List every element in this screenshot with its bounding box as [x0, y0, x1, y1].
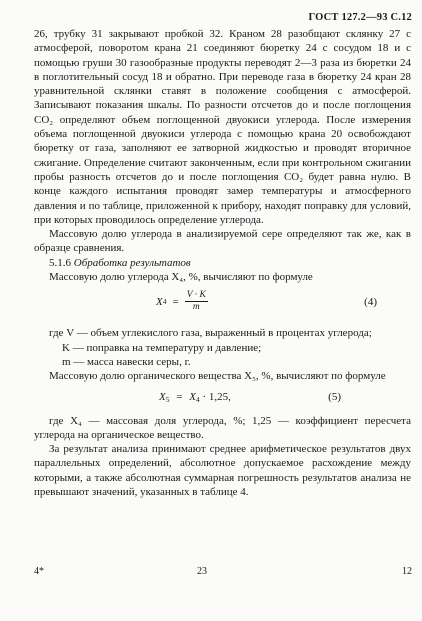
paragraph-formula5-intro: Массовую долю органического вещества X₅, %, вычисляют по формуле [49, 370, 386, 383]
paragraph-where-x4: где X₄ — массовая доля углерода, %; 1,25 — коэффициент пересчета углерода на органическое вещество. [34, 414, 411, 441]
formula5-equals: = [176, 390, 183, 403]
formula5-rhs-sub: 4 [195, 394, 200, 404]
formula4-lhs-sub: 4 [162, 296, 167, 306]
paragraph-result: За результат анализа принимают среднее арифметическое результатов двух параллельных определений, абсолютное допускаемое расхождение между которыми, а также абсолютная суммарная погрешность результатов анализа не превышают значений, указанных в таблице 4. [34, 443, 411, 499]
section-number: 5.1.6 [49, 256, 74, 269]
paragraph-procedure: 26, трубку 31 закрывают пробкой 32. Краном 28 разобщают склянку 27 с атмосферой, поворотом крана 21 соединяют бюретку 24 с сосудом 18 и с помощью груши 30 газообразные продукты переводят 2—3 раза из бюретки 24 в поглотительный сосуд 18 и обратно. При переводе газа в бюретку 24 кран 28 уравнительной склянки ставят в положение сообщения с атмосферой. Записывают показания шкалы. По разности отсчетов до и после поглощения СО₂ определяют объем поглощенной двуокиси углерода. После измерения объема поглощенной двуокиси углерода с помощью крана 20 освобождают бюретку от газа, заполняют ее затворной жидкостью и проводят вторичное сжигание. Определение считают законченным, если при контрольном сжигании пробы разность отсчетов до и после поглощения СО₂ будет равна нулю. В конце каждого испытания проводят замер температуры и атмосферного давления и по таблице, приложенной к прибору, находят поправку для условий, при которых проводилось определение углерода. [34, 28, 411, 226]
formula5-lhs-sub: 5 [165, 394, 170, 404]
footer-signature-mark: 4* [34, 566, 44, 577]
formula4-fraction [185, 290, 208, 313]
formula-4 [34, 286, 411, 326]
formula4-equals: = [172, 295, 179, 308]
paragraph-where-m: m — масса навески серы, г. [62, 355, 191, 368]
paragraph-carbon-fraction: Массовую долю углерода в анализируемой сере определяют так же, как в образце сравнения. [34, 228, 411, 255]
paragraph-formula4-intro: Массовую долю углерода X₄, %, вычисляют по формуле [49, 271, 313, 284]
footer-page-number: 12 [402, 566, 412, 577]
paragraph-where-v: где V — объем углекислого газа, выраженный в процентах углерода; [49, 327, 372, 340]
footer-sheet-number: 23 [197, 566, 207, 577]
formula5-lhs: X [159, 390, 166, 403]
page-header: ГОСТ 127.2—93 С.12 [308, 12, 412, 23]
formula5-rhs-rest: · 1,25, [199, 390, 231, 403]
formula4-numerator: V · K [186, 290, 206, 301]
paragraph-where-k: K — поправка на температуру и давление; [62, 341, 262, 354]
formula5-rhs-var: X [189, 390, 196, 403]
formula4-lhs: X [156, 295, 163, 308]
section-title: Обработка результатов [73, 256, 191, 269]
formula4-denominator: m [192, 302, 200, 313]
section-heading [34, 256, 411, 270]
formula4-number: (4) [364, 296, 377, 309]
document-body [34, 27, 411, 499]
formula5-number: (5) [328, 390, 341, 403]
formula-5 [34, 384, 411, 410]
